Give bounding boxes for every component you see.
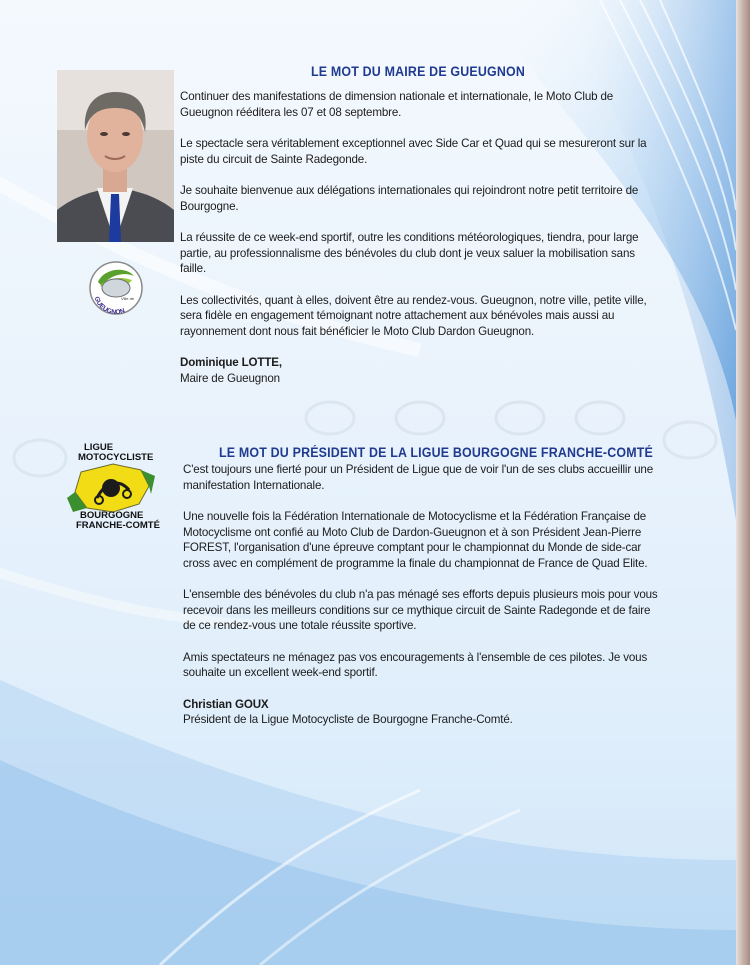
mayor-paragraph-4: La réussite de ce week-end sportif, outre les conditions météorologiques, tiendra, pour large partie, au professionnalisme des bénévoles du club dont je veux saluer la mobilisation sans faille. — [180, 231, 639, 275]
mayor-paragraph-5: Les collectivités, quant à elles, doivent être au rendez-vous. Gueugnon, notre ville, petite ville, sera fidèle en engagement témoignant notre attachement aux bénévoles mais aussi au rayonnement dont nous fait bénéficier le Moto Club Dardon Gueugnon. — [180, 293, 647, 338]
ligue-logo-bottom-text — [76, 511, 160, 531]
president-section — [183, 445, 659, 728]
ligue-logo-line-ligue: LIGUE — [84, 442, 114, 453]
mayor-heading: LE MOT DU MAIRE DE GUEUGNON — [311, 64, 526, 79]
ligue-logo-line-motocycliste: MOTOCYCLISTE — [78, 452, 154, 463]
mayor-signature-name: Dominique LOTTE, — [180, 356, 282, 369]
mayor-paragraph-2: Le spectacle sera véritablement exceptionnel avec Side Car et Quad qui se mesureront sur la piste du circuit de Sainte Radegonde. — [180, 137, 647, 166]
ligue-logo-line-franche-comte: FRANCHE-COMTÉ — [76, 520, 160, 531]
ligue-logo-line-bourgogne: BOURGOGNE — [80, 510, 144, 521]
mayor-paragraph-1: Continuer des manifestations de dimension nationale et internationale, le Moto Club de Gueugnon rééditera les 07 et 08 septembre. — [180, 90, 614, 119]
mayor-paragraph-3: Je souhaite bienvenue aux délégations internationales qui rejoindront notre petit territoire de Bourgogne. — [180, 184, 639, 213]
president-paragraph-3: L'ensemble des bénévoles du club n'a pas ménagé ses efforts depuis plusieurs mois pour vous recevoir dans les meilleurs conditions sur ce mythique circuit de Sainte Radegonde et de faire de ce rendez-vous une totale réussite sportive. — [183, 588, 658, 632]
gueugnon-logo-small-text: Ville de — [121, 296, 135, 301]
president-paragraph-4: Amis spectateurs ne ménagez pas vos encouragements à l'ensemble de ces pilotes. Je vous souhaite un excellent week-end sportif. — [183, 650, 648, 679]
president-paragraph-1: C'est toujours une fierté pour un Président de Ligue que de voir l'un de ses clubs accueillir une manifestation Internationale. — [183, 463, 654, 492]
mayor-signature-role: Maire de Gueugnon — [180, 371, 280, 385]
president-heading: LE MOT DU PRÉSIDENT DE LA LIGUE BOURGOGNE FRANCHE-COMTÉ — [219, 445, 654, 460]
page-edge — [736, 0, 750, 965]
mayor-photo — [57, 70, 174, 242]
ligue-logo-top-text — [78, 442, 154, 463]
president-signature-role: Président de la Ligue Motocycliste de Bourgogne Franche-Comté. — [183, 713, 513, 726]
gueugnon-city-logo — [86, 258, 146, 320]
mayor-section — [180, 64, 658, 386]
gueugnon-logo-arc-text: GUEUGNON — [92, 295, 126, 317]
president-signature-name: Christian GOUX — [183, 697, 269, 711]
president-paragraph-2: Une nouvelle fois la Fédération Internationale de Motocyclisme et la Fédération Française de Motocyclisme ont confié au Moto Club de Dardon-Gueugnon et à son Président Jean-Pierre FOREST, l'organisation d'une épreuve comptant pour le championnat du Monde de side-car cross avec en complément de programme la finale du championnat de France de Quad Elite. — [183, 510, 648, 570]
